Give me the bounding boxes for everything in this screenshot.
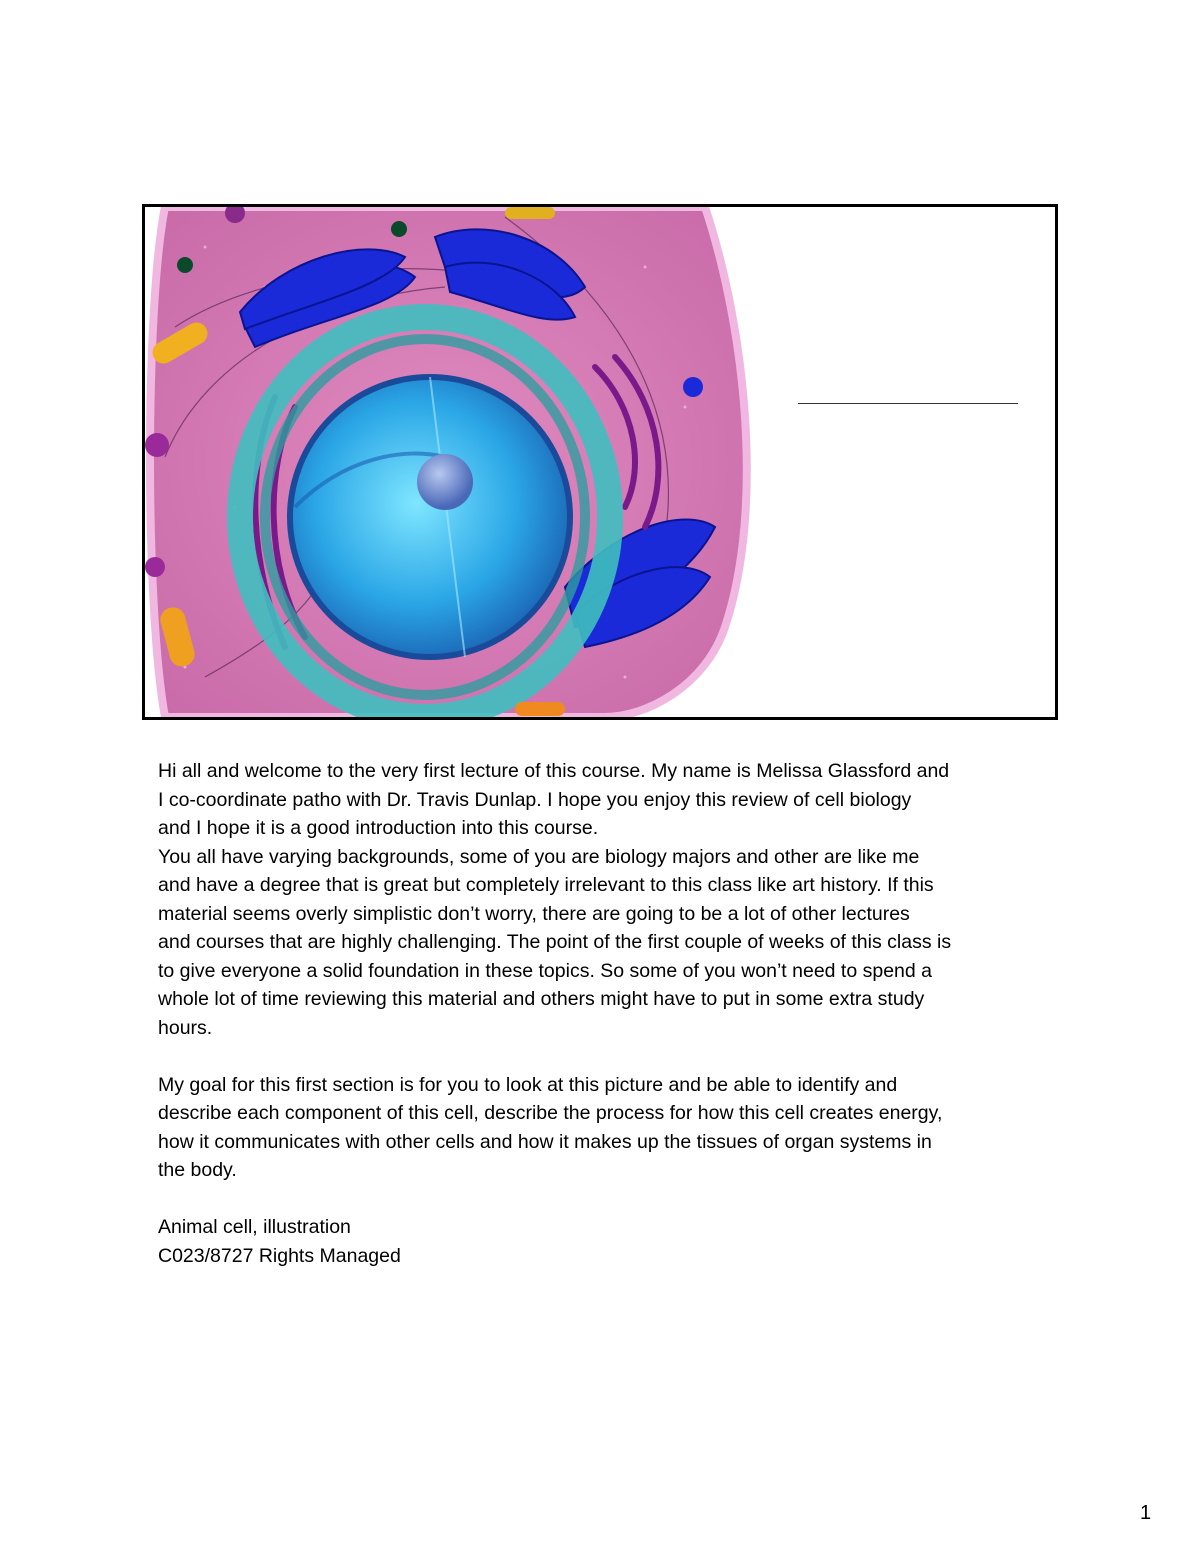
animal-cell-illustration (145, 207, 753, 717)
paragraph-gap (158, 1185, 1058, 1214)
notes-paragraph-1: Hi all and welcome to the very first lecture of this course. My name is Melissa Glassford and I co-coordinate patho with Dr. Travis Dunlap. I hope you enjoy this review of cell biology and I hope it is a good introduction into this course. (158, 760, 950, 839)
paragraph-gap (158, 1042, 1058, 1071)
image-credit: C023/8727 Rights Managed (158, 1244, 401, 1267)
nucleolus (417, 454, 473, 510)
image-caption: Animal cell, illustration (158, 1216, 351, 1238)
title-placeholder-line (798, 403, 1018, 404)
slide-frame (142, 204, 1058, 720)
nucleus (290, 377, 570, 657)
notes-paragraph-3: My goal for this first section is for you to look at this picture and be able to identify and describe each component of this cell, describe the process for how this cell creates energy, how it communicates with other cells and how it makes up the tissues of organ systems in the body. (158, 1073, 943, 1181)
notes-paragraph-2: You all have varying backgrounds, some of you are biology majors and other are like me and have a degree that is great but completely irrelevant to this class like art history. If this material seems overly simplistic don’t worry, there are going to be a lot of other lectures and courses that are highly challenging. The point of the first couple of weeks of this class is to give everyone a solid foundation in these topics. So some of you won’t need to spend a whole lot of time reviewing this material and others might have to put in some extra study hours. (158, 845, 952, 1039)
page-number: 1 (1140, 1502, 1152, 1524)
speaker-notes (158, 757, 1058, 1270)
